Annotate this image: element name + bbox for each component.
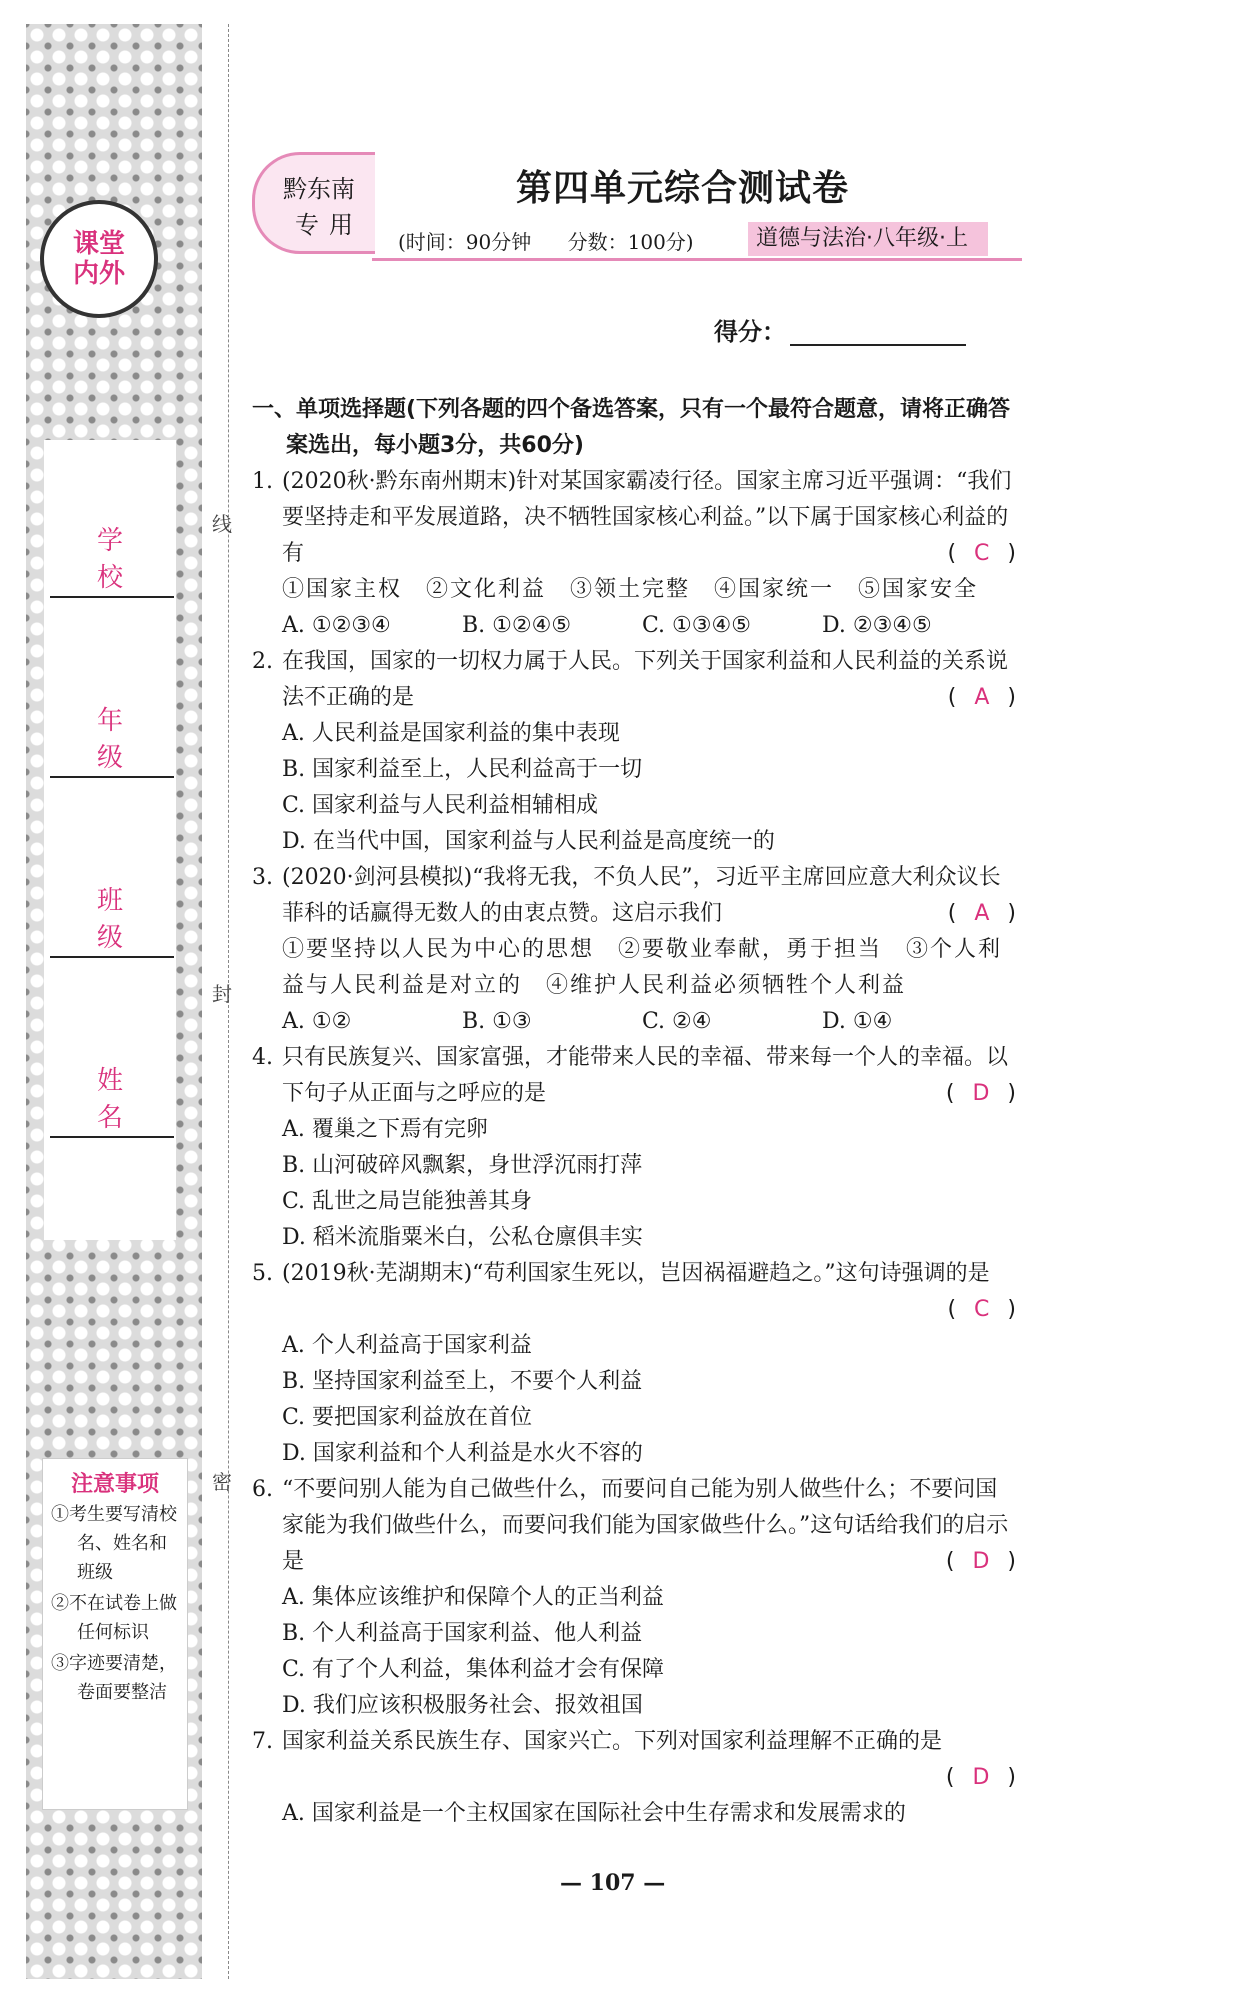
option-c[interactable]: C. ②④ xyxy=(642,1009,712,1034)
option-c[interactable]: C. ①③④⑤ xyxy=(642,613,751,638)
stem-text: 国家利益关系民族生存、国家兴亡。下列对国家利益理解不正确的是 xyxy=(282,1729,943,1754)
answer-slot[interactable]: ( D ) xyxy=(945,1081,1016,1106)
question-6 xyxy=(252,1472,1016,1580)
answer-value: A xyxy=(974,901,990,926)
question-stem xyxy=(282,860,1016,932)
field-line[interactable] xyxy=(50,596,174,598)
answer-value: D xyxy=(972,1549,990,1574)
question-7 xyxy=(252,1724,1016,1796)
option-row xyxy=(252,1004,1016,1040)
option-b[interactable]: B. 个人利益高于国家利益、他人利益 xyxy=(282,1621,643,1646)
question-stem xyxy=(282,1724,1016,1796)
question-stem xyxy=(282,644,1016,716)
subject-label: 道德与法治·八年级·上 xyxy=(748,222,988,256)
option-c[interactable]: C. 有了个人利益，集体利益才会有保障 xyxy=(282,1657,665,1682)
field-line[interactable] xyxy=(50,776,174,778)
option-d[interactable]: D. 在当代中国，国家利益与人民利益是高度统一的 xyxy=(282,829,775,854)
option-a[interactable]: A. 国家利益是一个主权国家在国际社会中生存需求和发展需求的 xyxy=(282,1801,906,1826)
option-a[interactable]: A. ①② xyxy=(282,1009,352,1034)
answer-value: C xyxy=(974,1297,990,1322)
answer-value: D xyxy=(972,1081,990,1106)
question-number: 1. xyxy=(252,469,273,494)
student-info-panel xyxy=(44,440,176,1240)
answer-slot[interactable]: ( D ) xyxy=(945,1549,1016,1574)
logo xyxy=(40,200,158,318)
stem-text: (2019秋·芜湖期末)“苟利国家生死以，岂因祸福避趋之。”这句诗强调的是 xyxy=(282,1261,990,1286)
logo-line2: 内外 xyxy=(72,259,125,289)
question-stem xyxy=(282,1040,1016,1112)
stem-text: (2020秋·黔东南州期末)针对某国家霸凌行径。国家主席习近平强调：“我们要坚持走和平发展道路，决不牺牲国家核心利益。”以下属于国家核心利益的有 xyxy=(282,469,1012,566)
exam-time: (时间：90分钟 xyxy=(398,230,532,254)
question-5 xyxy=(252,1256,1016,1328)
option-a[interactable]: A. 个人利益高于国家利益 xyxy=(282,1333,532,1358)
question-number: 4. xyxy=(252,1045,273,1070)
question-number: 5. xyxy=(252,1261,273,1286)
notice-title: 注意事项 xyxy=(70,1472,159,1497)
option-d[interactable]: D. 国家利益和个人利益是水火不容的 xyxy=(282,1441,643,1466)
question-list xyxy=(252,392,1016,1832)
question-number: 6. xyxy=(252,1477,273,1502)
answer-slot[interactable]: ( C ) xyxy=(947,541,1016,566)
field-label: 年级 xyxy=(96,706,153,773)
question-1 xyxy=(252,464,1016,572)
option-c[interactable]: C. 乱世之局岂能独善其身 xyxy=(282,1189,533,1214)
option-a[interactable]: A. 覆巢之下焉有完卵 xyxy=(282,1117,488,1142)
exam-meta xyxy=(398,226,724,255)
answer-slot[interactable]: ( C ) xyxy=(947,1297,1016,1322)
question-stem xyxy=(282,1472,1016,1580)
option-d[interactable]: D. 我们应该积极服务社会、报效祖国 xyxy=(282,1693,643,1718)
logo-line1: 课堂 xyxy=(72,229,125,259)
option-d[interactable]: D. 稻米流脂粟米白，公私仓廪俱丰实 xyxy=(282,1225,643,1250)
question-4 xyxy=(252,1040,1016,1112)
section-heading: 一、单项选择题(下列各题的四个备选答案，只有一个最符合题意，请将正确答案选出，每小题3分，共60分) xyxy=(252,397,1011,458)
field-name xyxy=(50,980,170,1160)
notice-item: ①考生要写清校名、姓名和班级 xyxy=(51,1504,177,1583)
option-row xyxy=(252,608,1016,644)
option-b[interactable]: B. 坚持国家利益至上，不要个人利益 xyxy=(282,1369,643,1394)
field-class xyxy=(50,800,170,980)
option-b[interactable]: B. 国家利益至上，人民利益高于一切 xyxy=(282,757,643,782)
option-b[interactable]: B. ①③ xyxy=(462,1009,532,1034)
option-b[interactable]: B. 山河破碎风飘絮，身世浮沉雨打萍 xyxy=(282,1153,643,1178)
stem-text: “不要问别人能为自己做些什么，而要问自己能为别人做些什么；不要问国家能为我们做些什么，而要问我们能为国家做些什么。”这句话给我们的启示是 xyxy=(282,1477,1009,1574)
score-label: 得分： xyxy=(714,318,786,346)
option-a[interactable]: A. ①②③④ xyxy=(282,613,391,638)
exam-score-total: 分数：100分) xyxy=(567,230,694,254)
field-label: 班级 xyxy=(96,886,153,953)
question-3 xyxy=(252,860,1016,932)
field-grade xyxy=(50,620,170,800)
binding-mark-mid: 封 xyxy=(212,982,232,1006)
region-badge xyxy=(252,152,375,254)
badge-line2: 专用 xyxy=(295,211,363,239)
option-a[interactable]: A. 集体应该维护和保障个人的正当利益 xyxy=(282,1585,664,1610)
option-c[interactable]: C. 国家利益与人民利益相辅相成 xyxy=(282,793,599,818)
question-stem xyxy=(282,1256,1016,1328)
binding-mark-bottom: 密 xyxy=(212,1470,232,1494)
stem-text: 在我国，国家的一切权力属于人民。下列关于国家利益和人民利益的关系说法不正确的是 xyxy=(282,649,1009,710)
field-school xyxy=(50,440,170,620)
option-d[interactable]: D. ②③④⑤ xyxy=(822,613,932,638)
field-label: 学校 xyxy=(96,526,153,593)
stem-text: (2020·剑河县模拟)“我将无我，不负人民”，习近平主席回应意大利众议长菲科的话赢得无数人的由衷点赞。这启示我们 xyxy=(282,865,1001,926)
answer-value: D xyxy=(972,1765,990,1790)
answer-slot[interactable]: ( A ) xyxy=(947,685,1016,710)
header-divider xyxy=(372,258,1022,261)
notice-box xyxy=(42,1458,188,1810)
question-2 xyxy=(252,644,1016,716)
stem-text: 只有民族复兴、国家富强，才能带来人民的幸福、带来每一个人的幸福。以下句子从正面与之呼应的是 xyxy=(282,1045,1009,1106)
notice-item: ③字迹要清楚，卷面要整洁 xyxy=(51,1653,177,1703)
notice-item: ②不在试卷上做任何标识 xyxy=(51,1593,177,1643)
page-number: — 107 — xyxy=(560,1870,666,1896)
question-number: 7. xyxy=(252,1729,273,1754)
answer-value: A xyxy=(974,685,990,710)
answer-value: C xyxy=(974,541,990,566)
field-label: 姓名 xyxy=(96,1066,153,1133)
field-line[interactable] xyxy=(50,1136,174,1138)
option-a[interactable]: A. 人民利益是国家利益的集中表现 xyxy=(282,721,620,746)
statement-list: ①要坚持以人民为中心的思想 ②要敬业奉献，勇于担当 ③个人利益与人民利益是对立的 ④维护人民利益必须牺牲个人利益 xyxy=(282,937,1003,998)
binding-mark-top: 线 xyxy=(212,512,232,536)
answer-slot[interactable]: ( A ) xyxy=(947,901,1016,926)
score-blank[interactable] xyxy=(790,344,966,346)
question-number: 2. xyxy=(252,649,273,674)
page-title: 第四单元综合测试卷 xyxy=(516,168,850,209)
option-c[interactable]: C. 要把国家利益放在首位 xyxy=(282,1405,533,1430)
answer-slot[interactable]: ( D ) xyxy=(945,1765,1016,1790)
option-d[interactable]: D. ①④ xyxy=(822,1009,893,1034)
question-stem xyxy=(282,464,1016,572)
option-b[interactable]: B. ①②④⑤ xyxy=(462,613,572,638)
badge-line1: 黔东南 xyxy=(283,175,355,203)
question-number: 3. xyxy=(252,865,273,890)
statement-list: ①国家主权 ②文化利益 ③领土完整 ④国家统一 ⑤国家安全 xyxy=(282,577,979,602)
field-line[interactable] xyxy=(50,956,174,958)
